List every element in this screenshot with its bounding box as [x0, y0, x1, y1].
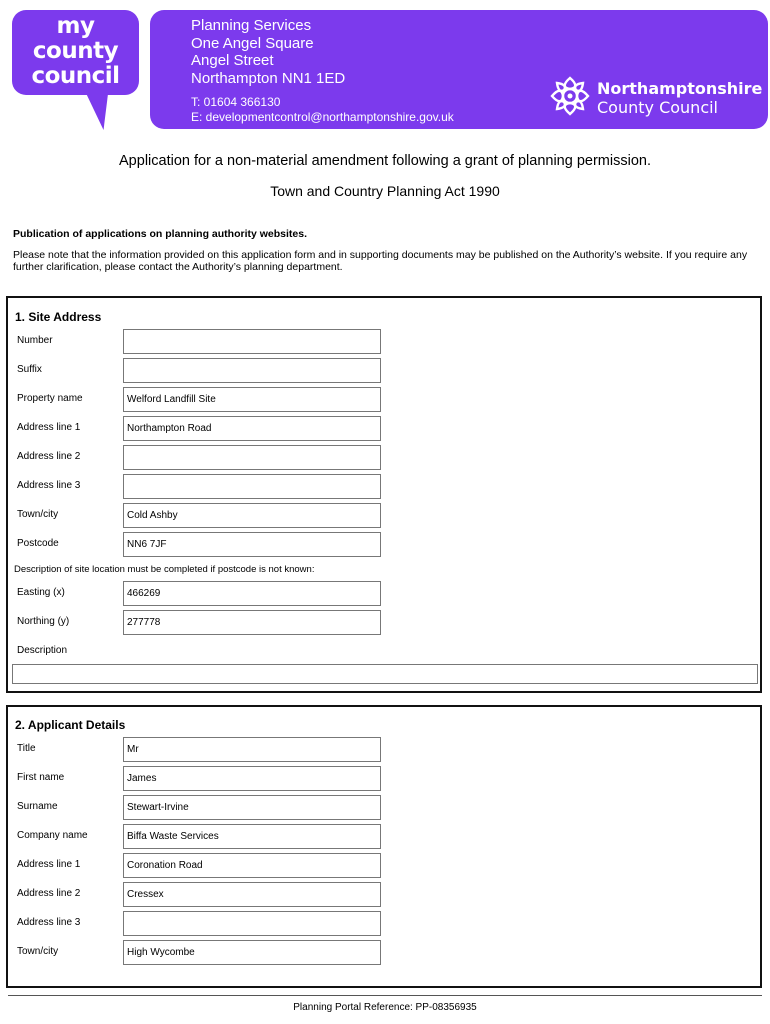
address-line: One Angel Square — [191, 34, 314, 52]
applicant-address-line-1-input[interactable]: Coronation Road — [123, 853, 381, 878]
address-line: Planning Services — [191, 17, 312, 34]
header-banner — [150, 10, 768, 129]
number-input[interactable] — [123, 329, 381, 354]
property-name-input[interactable]: Welford Landfill Site — [123, 387, 381, 412]
email-address[interactable]: E: developmentcontrol@northamptonshire.gov.uk — [191, 110, 454, 124]
rose-emblem-icon — [548, 74, 592, 118]
field-label: Address line 2 — [17, 451, 81, 462]
field-label: Town/city — [17, 946, 59, 957]
surname-input[interactable]: Stewart-Irvine — [123, 795, 381, 820]
field-label: Address line 1 — [17, 859, 81, 870]
description-input[interactable] — [12, 664, 758, 684]
field-row-applicant-town-city — [8, 940, 760, 966]
field-row-applicant-address-line-2 — [8, 882, 760, 908]
field-label: Property name — [17, 393, 83, 404]
office-address — [191, 17, 345, 87]
council-name — [597, 79, 762, 117]
logo-line-1: my — [56, 13, 95, 39]
section-heading: 1. Site Address — [15, 310, 102, 324]
field-label: Easting (x) — [17, 587, 65, 598]
field-row-title — [8, 737, 760, 763]
easting-input[interactable]: 466269 — [123, 581, 381, 606]
field-row-northing — [8, 610, 760, 636]
field-label: Address line 3 — [17, 480, 81, 491]
council-name-line-2: County Council — [597, 98, 718, 117]
town-city-input[interactable]: Cold Ashby — [123, 503, 381, 528]
title-input[interactable]: Mr — [123, 737, 381, 762]
page-title: Application for a non-material amendment following a grant of planning permission. — [119, 153, 651, 169]
field-label: Northing (y) — [17, 616, 70, 627]
field-row-address-line-2 — [8, 445, 760, 471]
northamptonshire-logo — [548, 74, 763, 120]
address-line-3-input[interactable] — [123, 474, 381, 499]
field-label: Surname — [17, 801, 58, 812]
field-row-applicant-address-line-1 — [8, 853, 760, 879]
council-name-line-1: Northamptonshire — [597, 79, 763, 98]
field-row-property-name — [8, 387, 760, 413]
address-line: Angel Street — [191, 52, 274, 69]
field-row-applicant-address-line-3 — [8, 911, 760, 937]
publication-heading: Publication of applications on planning authority websites. — [13, 228, 308, 240]
portal-reference: Planning Portal Reference: PP-08356935 — [293, 1002, 477, 1013]
field-label: Title — [17, 743, 36, 754]
description-label: Description — [17, 645, 68, 656]
field-label: Postcode — [17, 538, 59, 549]
address-line: Northampton NN1 1ED — [191, 69, 346, 87]
field-label: Number — [17, 335, 53, 346]
field-row-first-name — [8, 766, 760, 792]
logo-speech-tail — [84, 90, 115, 130]
first-name-input[interactable]: James — [123, 766, 381, 791]
contact-details — [191, 95, 454, 125]
section-heading: 2. Applicant Details — [15, 718, 126, 732]
field-label: Address line 3 — [17, 917, 81, 928]
field-label: First name — [17, 772, 65, 783]
northing-input[interactable]: 277778 — [123, 610, 381, 635]
field-row-postcode — [8, 532, 760, 558]
site-address-section — [6, 296, 762, 693]
publication-note: Please note that the information provided on this application form and in supporting documents may be published on the Authority’s website. If you require any further clarification, please contact the Authority’s planning department. — [13, 249, 748, 273]
postcode-input[interactable]: NN6 7JF — [123, 532, 381, 557]
field-row-number — [8, 329, 760, 355]
applicant-address-line-3-input[interactable] — [123, 911, 381, 936]
suffix-input[interactable] — [123, 358, 381, 383]
company-name-input[interactable]: Biffa Waste Services — [123, 824, 381, 849]
field-row-address-line-3 — [8, 474, 760, 500]
field-label: Company name — [17, 830, 88, 841]
location-note: Description of site location must be completed if postcode is not known: — [14, 564, 315, 575]
field-label: Suffix — [17, 364, 42, 375]
field-row-surname — [8, 795, 760, 821]
address-line-1-input[interactable]: Northampton Road — [123, 416, 381, 441]
field-row-company-name — [8, 824, 760, 850]
phone-number: T: 01604 366130 — [191, 95, 281, 109]
address-line-2-input[interactable] — [123, 445, 381, 470]
applicant-address-line-2-input[interactable]: Cressex — [123, 882, 381, 907]
applicant-details-section — [6, 705, 762, 988]
page-subtitle: Town and Country Planning Act 1990 — [270, 183, 500, 199]
footer-divider — [8, 995, 762, 996]
logo-text — [12, 10, 139, 89]
field-label: Town/city — [17, 509, 59, 520]
field-row-easting — [8, 581, 760, 607]
field-label: Address line 1 — [17, 422, 81, 433]
field-row-suffix — [8, 358, 760, 384]
field-row-town-city — [8, 503, 760, 529]
logo-line-3: council — [31, 63, 120, 89]
field-label: Address line 2 — [17, 888, 81, 899]
field-row-address-line-1 — [8, 416, 760, 442]
logo-line-2: county — [32, 38, 119, 64]
applicant-town-city-input[interactable]: High Wycombe — [123, 940, 381, 965]
